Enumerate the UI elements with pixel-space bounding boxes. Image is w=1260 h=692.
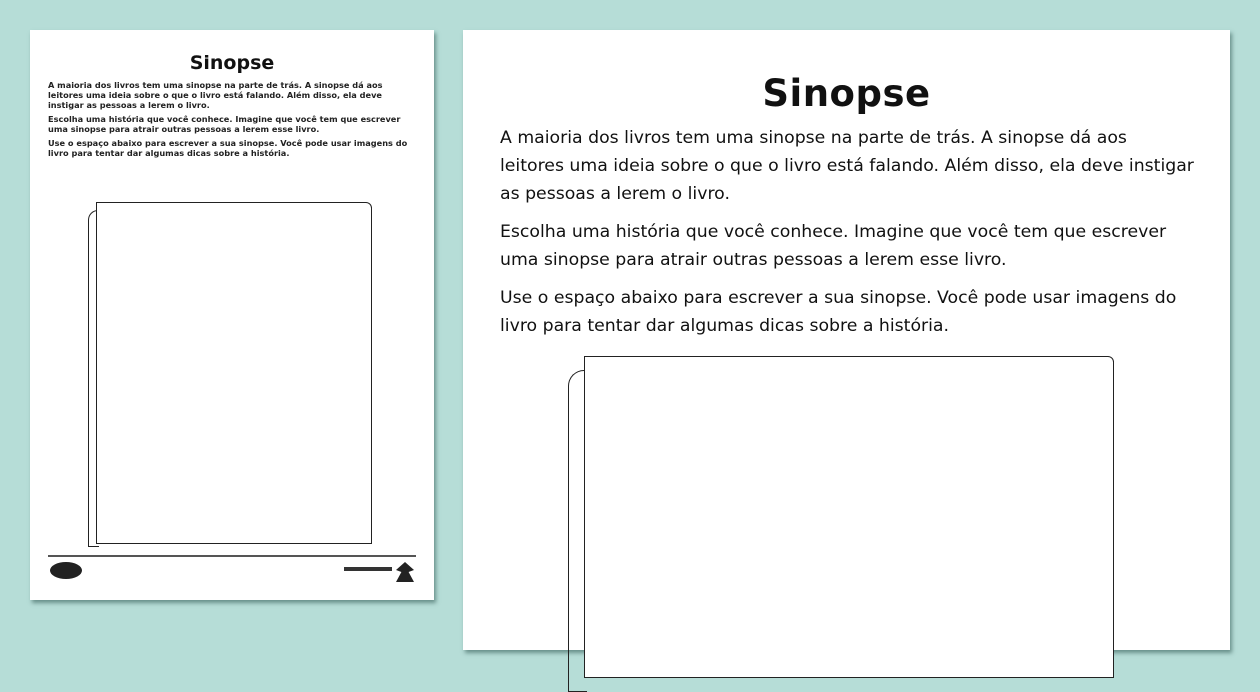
thumbnail-paragraph: Use o espaço abaixo para escrever a sua sinopse. Você pode usar imagens do livro para tentar dar algumas dicas sobre a história. (48, 138, 408, 158)
instruction-paragraph: A maioria dos livros tem uma sinopse na parte de trás. A sinopse dá aos leitores uma ideia sobre o que o livro está falando. Além disso, ela deve instigar as pessoas a lerem o livro. (500, 128, 1194, 204)
thumbnail-instructions (48, 80, 416, 162)
instruction-paragraph: Use o espaço abaixo para escrever a sua sinopse. Você pode usar imagens do livro para tentar dar algumas dicas sobre a história. (500, 288, 1177, 336)
brand-logo-icon (50, 562, 82, 579)
book-outline-drawing (88, 202, 374, 548)
page-title: Sinopse (762, 72, 931, 115)
instructions (500, 124, 1194, 350)
tree-logo-icon (396, 562, 414, 582)
thumbnail-paragraph: Escolha uma história que você conhece. Imagine que você tem que escrever uma sinopse para atrair outras pessoas a lerem esse livro. (48, 114, 401, 134)
instruction-paragraph: Escolha uma história que você conhece. Imagine que você tem que escrever uma sinopse para atrair outras pessoas a lerem esse livro. (500, 222, 1167, 270)
thumbnail-title: Sinopse (189, 52, 275, 74)
thumbnail-paragraph: A maioria dos livros tem uma sinopse na parte de trás. A sinopse dá aos leitores uma ideia sobre o que o livro está falando. Além disso, ela deve instigar as pessoas a lerem o livro. (48, 80, 383, 110)
book-outline-drawing (568, 356, 1114, 676)
worksheet-preview-page (463, 30, 1230, 650)
copyright-mark (344, 567, 392, 571)
worksheet-thumbnail-page[interactable] (30, 30, 434, 600)
footer-divider (48, 555, 416, 557)
